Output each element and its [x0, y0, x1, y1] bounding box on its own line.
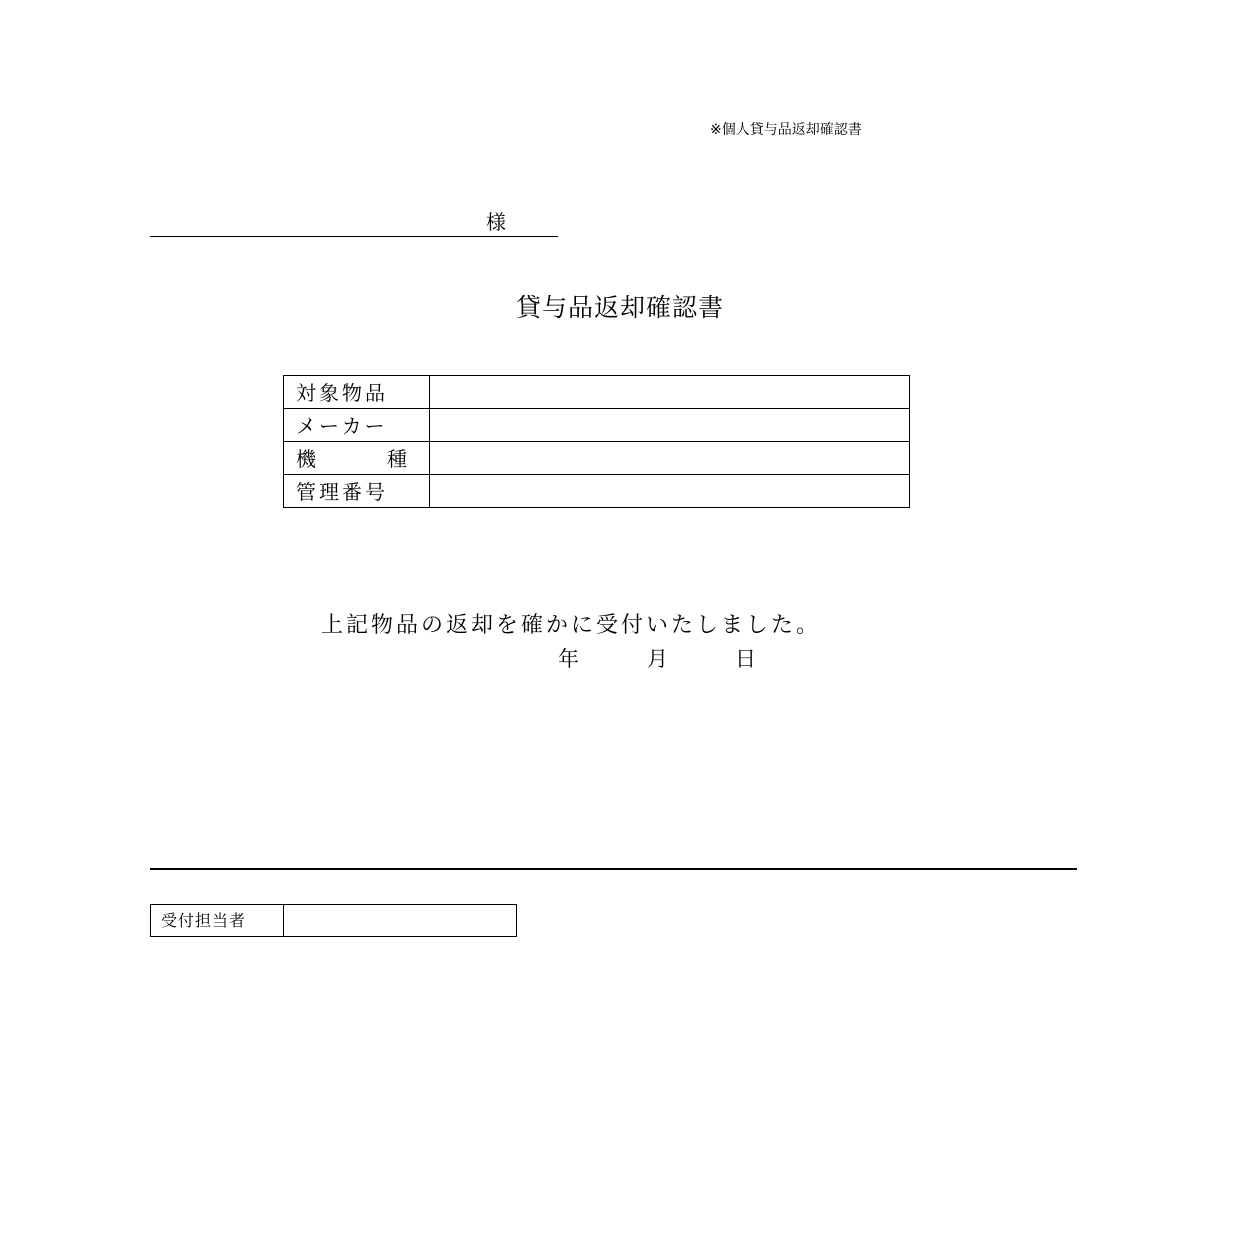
table-row — [151, 905, 517, 937]
item-label-model-char-1: 機 — [296, 447, 319, 471]
addressee-honorific: 様 — [486, 210, 506, 234]
date-year-label: 年 — [558, 647, 579, 671]
addressee-line — [150, 236, 558, 237]
section-separator — [150, 868, 1077, 870]
document-title: 貸与品返却確認書 — [515, 293, 724, 322]
receiver-table — [150, 904, 517, 937]
table-row — [284, 409, 910, 442]
item-value-maker[interactable] — [430, 409, 910, 442]
table-row — [284, 376, 910, 409]
item-label-maker: メーカー — [284, 409, 430, 442]
item-label-model — [284, 442, 430, 475]
document-note: ※個人貸与品返却確認書 — [710, 122, 862, 138]
item-value-control-number[interactable] — [430, 475, 910, 508]
table-row — [284, 442, 910, 475]
item-value-target[interactable] — [430, 376, 910, 409]
item-label-control-number: 管理番号 — [284, 475, 430, 508]
receiver-value[interactable] — [284, 905, 517, 937]
date-day-label: 日 — [735, 647, 756, 671]
item-label-target: 対象物品 — [284, 376, 430, 409]
item-value-model[interactable] — [430, 442, 910, 475]
confirmation-statement: 上記物品の返却を確かに受付いたしました。 — [321, 613, 822, 638]
date-month-label: 月 — [647, 647, 668, 671]
receiver-label: 受付担当者 — [151, 905, 284, 937]
table-row — [284, 475, 910, 508]
item-label-model-char-2: 種 — [387, 447, 410, 471]
item-table — [283, 375, 910, 508]
